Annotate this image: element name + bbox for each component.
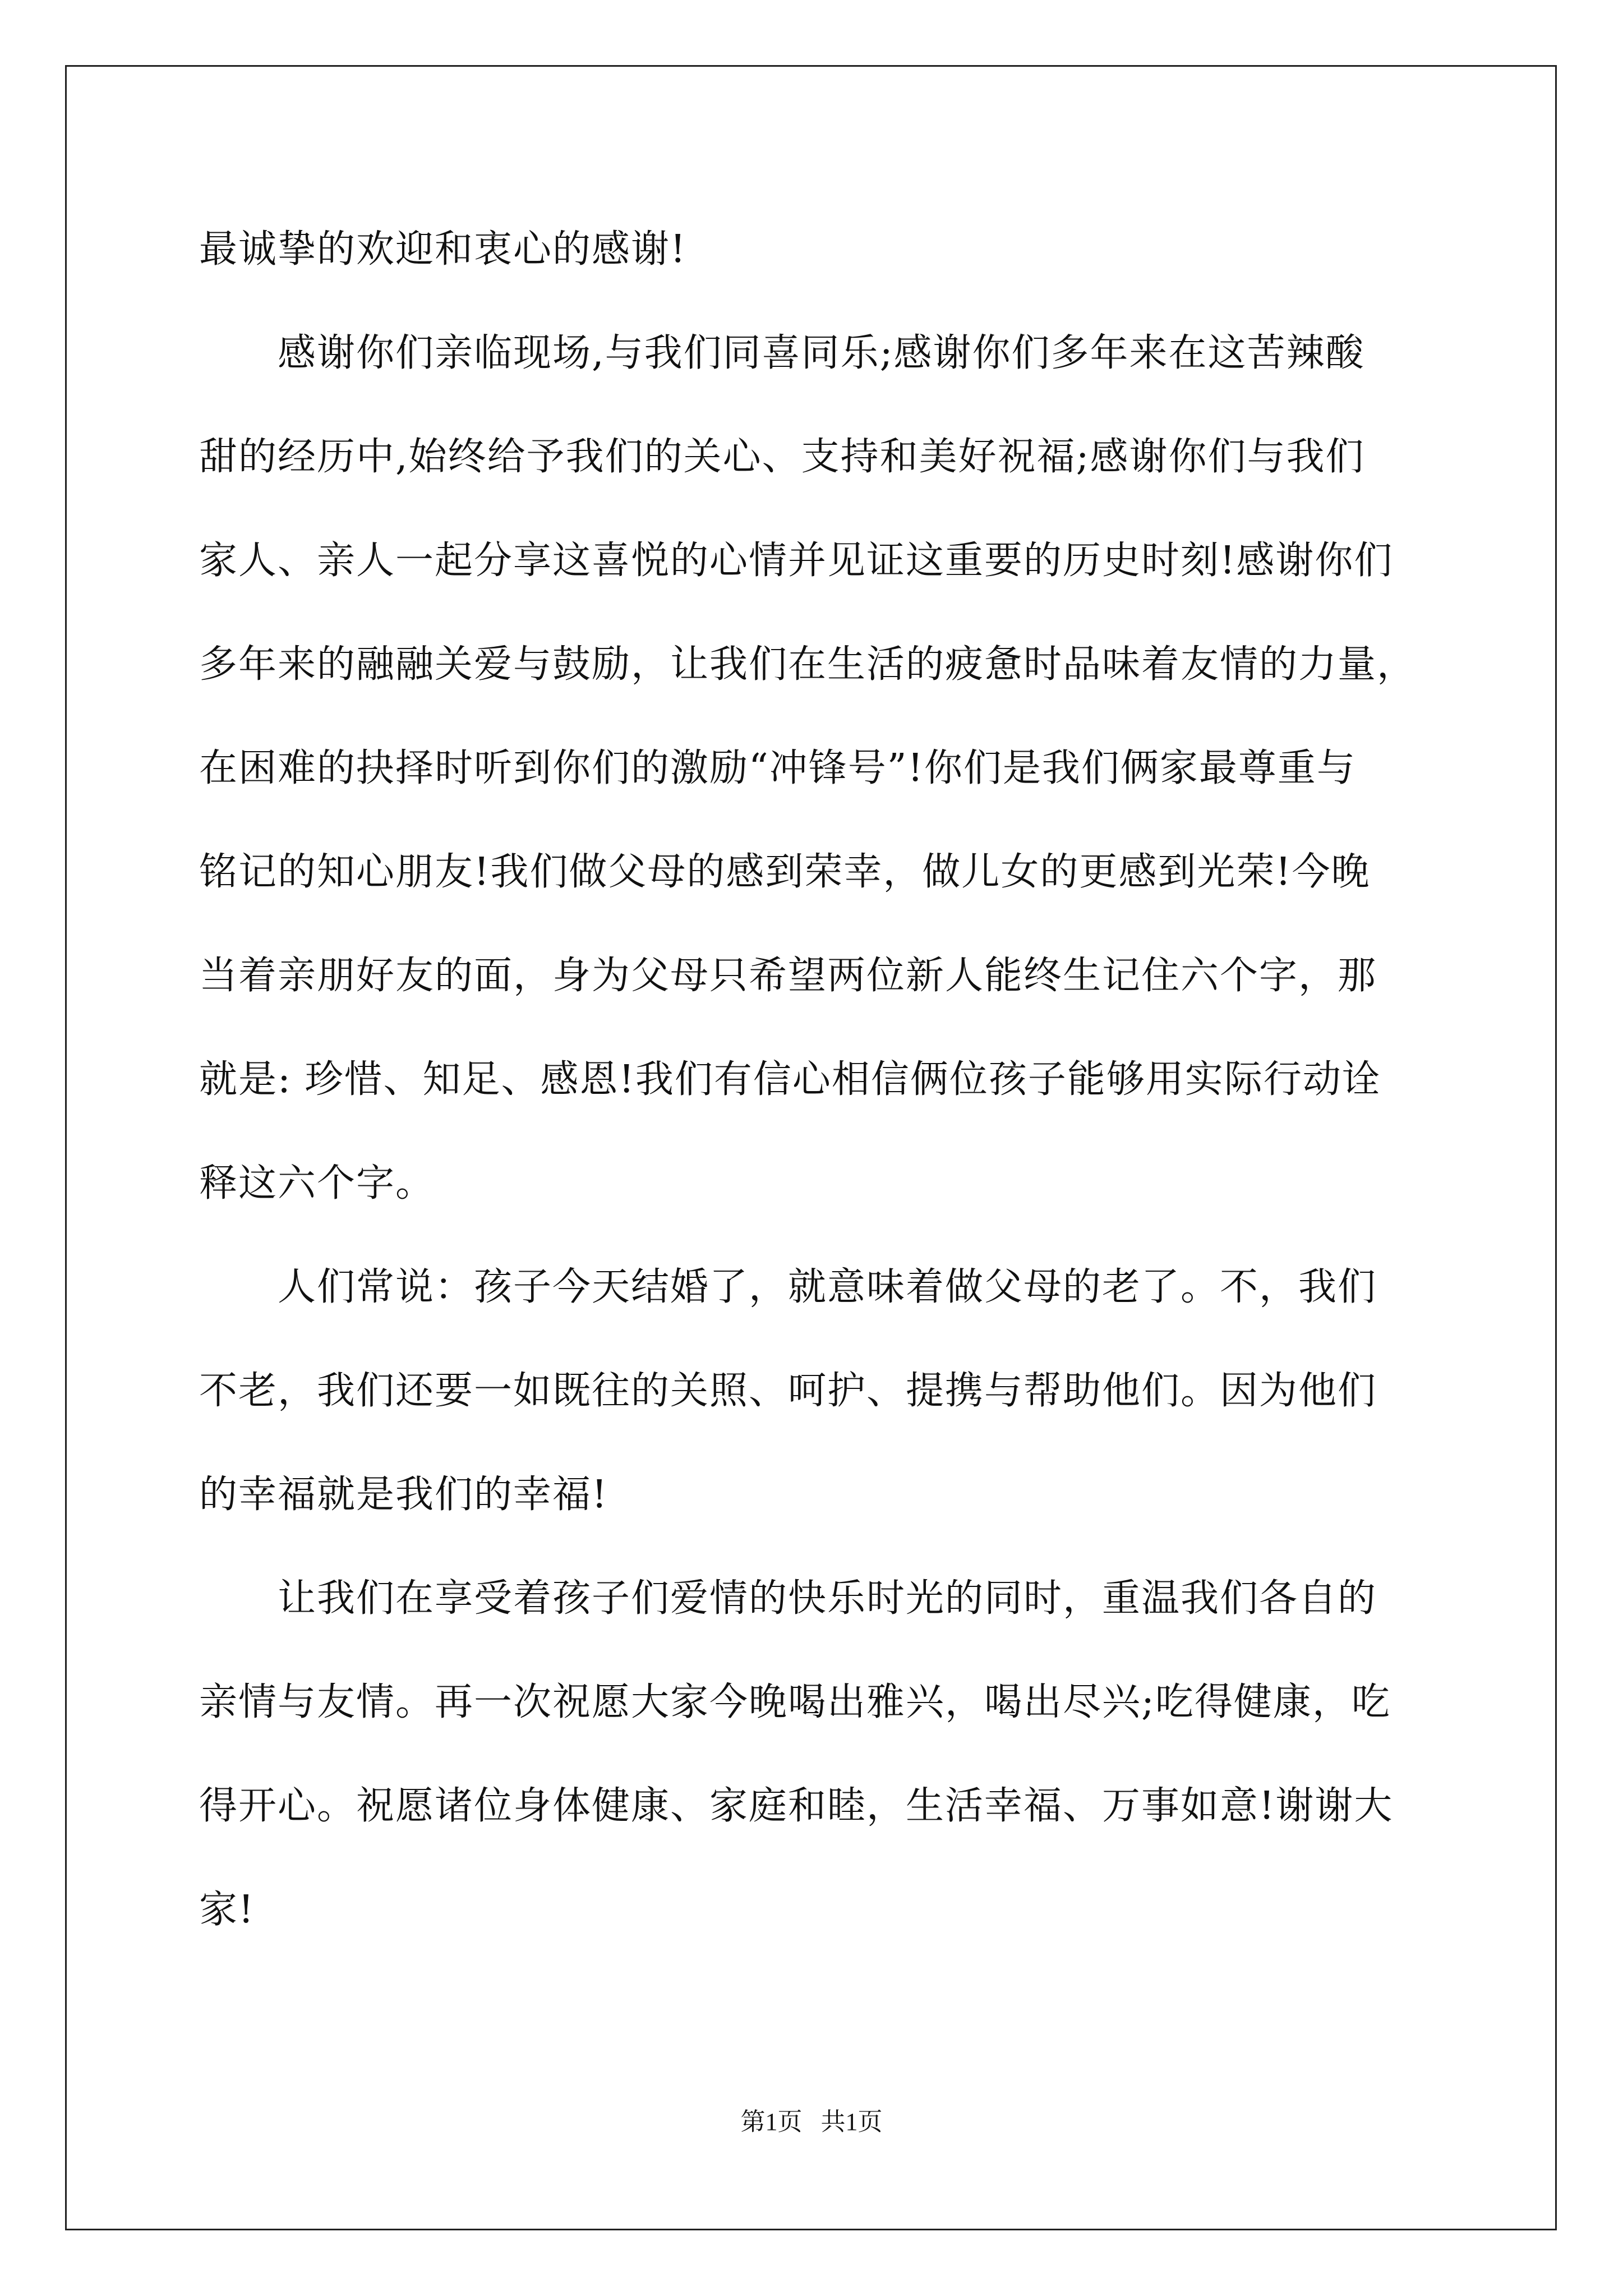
text-line-9: 就是: 珍惜、知足、感恩!我们有信心相信俩位孩子能够用实际行动诠 bbox=[199, 1057, 1381, 1102]
text-line-2: 感谢你们亲临现场,与我们同喜同乐;感谢你们多年来在这苦辣酸 bbox=[278, 331, 1365, 375]
text-line-6: 在困难的抉择时听到你们的激励“冲锋号”!你们是我们俩家最尊重与 bbox=[199, 746, 1356, 790]
text-line-16: 得开心。祝愿诸位身体健康、家庭和睦，生活幸福、万事如意!谢谢大 bbox=[199, 1784, 1394, 1828]
text-line-13: 的幸福就是我们的幸福! bbox=[199, 1473, 608, 1517]
text-line-5: 多年来的融融关爱与鼓励，让我们在生活的疲惫时品味着友情的力量， bbox=[199, 642, 1417, 687]
text-line-1: 最诚挚的欢迎和衷心的感谢! bbox=[199, 227, 687, 272]
text-line-14: 让我们在享受着孩子们爱情的快乐时光的同时，重温我们各自的 bbox=[278, 1576, 1377, 1621]
text-line-12: 不老，我们还要一如既往的关照、呵护、提携与帮助他们。因为他们 bbox=[199, 1369, 1377, 1413]
text-line-11: 人们常说：孩子今天结婚了，就意味着做父母的老了。不，我们 bbox=[278, 1265, 1377, 1309]
text-line-7: 铭记的知心朋友!我们做父母的感到荣幸，做儿女的更感到光荣!今晚 bbox=[199, 850, 1371, 894]
text-line-10: 释这六个字。 bbox=[199, 1161, 435, 1205]
text-line-17: 家! bbox=[199, 1888, 255, 1932]
text-line-3: 甜的经历中,始终给予我们的关心、支持和美好祝福;感谢你们与我们 bbox=[199, 435, 1365, 479]
text-line-8: 当着亲朋好友的面，身为父母只希望两位新人能终生记住六个字，那 bbox=[199, 954, 1377, 998]
text-line-15: 亲情与友情。再一次祝愿大家今晚喝出雅兴，喝出尽兴;吃得健康，吃 bbox=[199, 1680, 1391, 1724]
text-line-4: 家人、亲人一起分享这喜悦的心情并见证这重要的历史时刻!感谢你们 bbox=[199, 539, 1394, 583]
page-number-footer: 第1页 共1页 bbox=[740, 2108, 883, 2136]
